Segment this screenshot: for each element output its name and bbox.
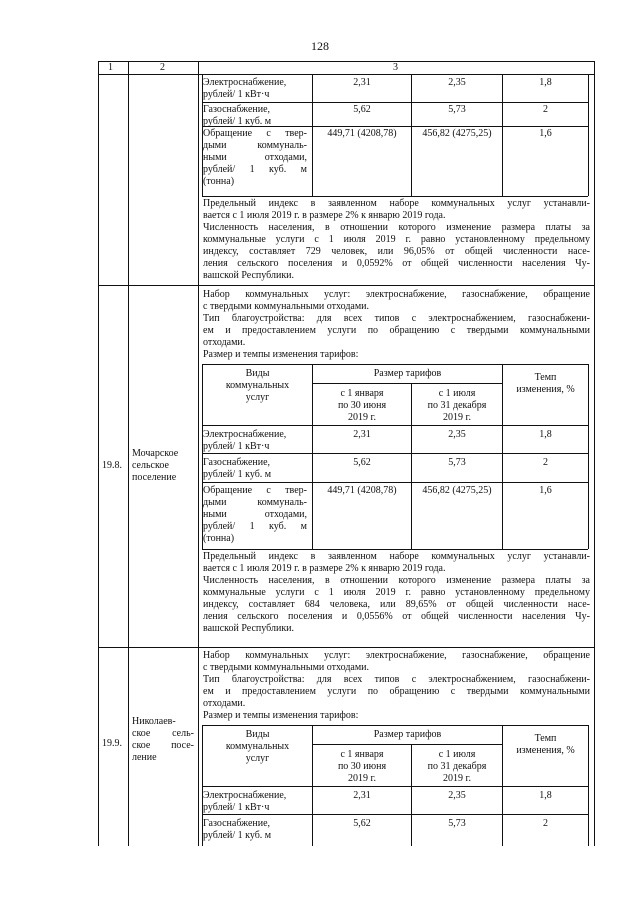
set-text-19-9: Набор коммунальных услуг: электроснабжение, газоснабжение, обращение с твердыми коммунальными отходами. <box>203 650 590 673</box>
header-rate-19-9: Темп изменения, % <box>516 733 575 756</box>
header-size-19-8: Размер тарифов <box>373 368 442 379</box>
page-number: 128 <box>311 39 329 53</box>
header-period2-19-8: с 1 июля по 31 декабря 2019 г. <box>427 388 487 423</box>
value-gas-p1: 5,62 <box>353 104 371 115</box>
header-rate-19-8: Темп изменения, % <box>516 372 575 395</box>
service-waste-top: Обращение с твер- дыми коммуналь- ными отходами, рублей/ 1 куб. м (тонна) <box>203 128 307 187</box>
value-waste-rate: 1,6 <box>539 128 552 139</box>
value-electricity-p1: 2,31 <box>353 77 371 88</box>
header-kinds-19-8: Виды коммунальных услуг <box>225 368 290 403</box>
service-gas-19-8: Газоснабжение, рублей/ 1 куб. м <box>203 457 272 480</box>
row-number-19-8: 19.8. <box>102 460 122 471</box>
index-text-top: Предельный индекс в заявленном наборе коммунальных услуг устанавли- вается с 1 июля 2019 г. в размере 2% к январю 2019 года. <box>203 198 590 221</box>
population-text-top: Численность населения, в отношении которого изменение размера платы за коммунальные услуги с 1 июля 2019 г. равно установленному предельному индексу, составляет 729 человек, или 96,05% от общей численности насе- ления сельского поселения и 0,0592% от общей численности населения Чу- вашской Республики. <box>203 222 590 281</box>
value-gas-p2-19-9: 5,73 <box>448 818 466 829</box>
value-electricity-p1-19-9: 2,31 <box>353 790 371 801</box>
value-waste-p2: 456,82 (4275,25) <box>422 128 492 139</box>
improvement-text-19-9: Тип благоустройства: для всех типов с электроснабжением, газоснабжени- ем и предоставлением услуги по обращению с твердыми коммунальными отходами. <box>203 674 590 709</box>
value-gas-p2-19-8: 5,73 <box>448 457 466 468</box>
service-electricity-top: Электроснабжение, рублей/ 1 кВт·ч <box>203 77 287 100</box>
value-electricity-rate-19-9: 1,8 <box>539 790 552 801</box>
row-number-19-9: 19.9. <box>102 738 122 749</box>
service-gas-top: Газоснабжение, рублей/ 1 куб. м <box>203 104 272 127</box>
value-electricity-p2-19-8: 2,35 <box>448 429 466 440</box>
value-electricity-rate: 1,8 <box>539 77 552 88</box>
col-header-2: 2 <box>160 62 165 73</box>
tariff-caption-19-8: Размер и темпы изменения тарифов: <box>203 349 359 360</box>
settlement-19-8: Мочарское сельское поселение <box>132 448 179 483</box>
value-electricity-p2: 2,35 <box>448 77 466 88</box>
col-header-3: 3 <box>393 62 398 73</box>
col-header-1: 1 <box>108 62 113 73</box>
value-electricity-p2-19-9: 2,35 <box>448 790 466 801</box>
service-electricity-19-8: Электроснабжение, рублей/ 1 кВт·ч <box>203 429 287 452</box>
service-gas-19-9: Газоснабжение, рублей/ 1 куб. м <box>203 818 272 841</box>
service-electricity-19-9: Электроснабжение, рублей/ 1 кВт·ч <box>203 790 287 813</box>
header-kinds-19-9: Виды коммунальных услуг <box>225 729 290 764</box>
value-gas-rate-19-9: 2 <box>543 818 548 829</box>
value-gas-p2: 5,73 <box>448 104 466 115</box>
value-electricity-p1-19-8: 2,31 <box>353 429 371 440</box>
index-text-19-8: Предельный индекс в заявленном наборе коммунальных услуг устанавли- вается с 1 июля 2019 г. в размере 2% к январю 2019 года. <box>203 551 590 574</box>
value-electricity-rate-19-8: 1,8 <box>539 429 552 440</box>
header-period1-19-9: с 1 января по 30 июня 2019 г. <box>337 749 387 784</box>
value-waste-p1: 449,71 (4208,78) <box>327 128 397 139</box>
value-waste-p2-19-8: 456,82 (4275,25) <box>422 485 492 496</box>
value-gas-rate-19-8: 2 <box>543 457 548 468</box>
settlement-19-9: Николаев- ское сель- ское посе- ление <box>132 716 194 763</box>
value-gas-rate: 2 <box>543 104 548 115</box>
value-waste-p1-19-8: 449,71 (4208,78) <box>327 485 397 496</box>
value-waste-rate-19-8: 1,6 <box>539 485 552 496</box>
set-text-19-8: Набор коммунальных услуг: электроснабжение, газоснабжение, обращение с твердыми коммунальными отходами. <box>203 289 590 312</box>
header-size-19-9: Размер тарифов <box>373 729 442 740</box>
value-gas-p1-19-8: 5,62 <box>353 457 371 468</box>
population-text-19-8: Численность населения, в отношении которого изменение размера платы за коммунальные услуги с 1 июля 2019 г. равно установленному предельному индексу, составляет 684 человека, или 89,65% от общей численности насе- ления сельского поселения и 0,0556% от общей численности населения Чу- вашской Республики. <box>203 575 590 634</box>
header-period1-19-8: с 1 января по 30 июня 2019 г. <box>337 388 387 423</box>
service-waste-19-8: Обращение с твер- дыми коммуналь- ными отходами, рублей/ 1 куб. м (тонна) <box>203 485 307 544</box>
tariff-caption-19-9: Размер и темпы изменения тарифов: <box>203 710 359 721</box>
value-gas-p1-19-9: 5,62 <box>353 818 371 829</box>
improvement-text-19-8: Тип благоустройства: для всех типов с электроснабжением, газоснабжени- ем и предоставлением услуги по обращению с твердыми коммунальными отходами. <box>203 313 590 348</box>
header-period2-19-9: с 1 июля по 31 декабря 2019 г. <box>427 749 487 784</box>
